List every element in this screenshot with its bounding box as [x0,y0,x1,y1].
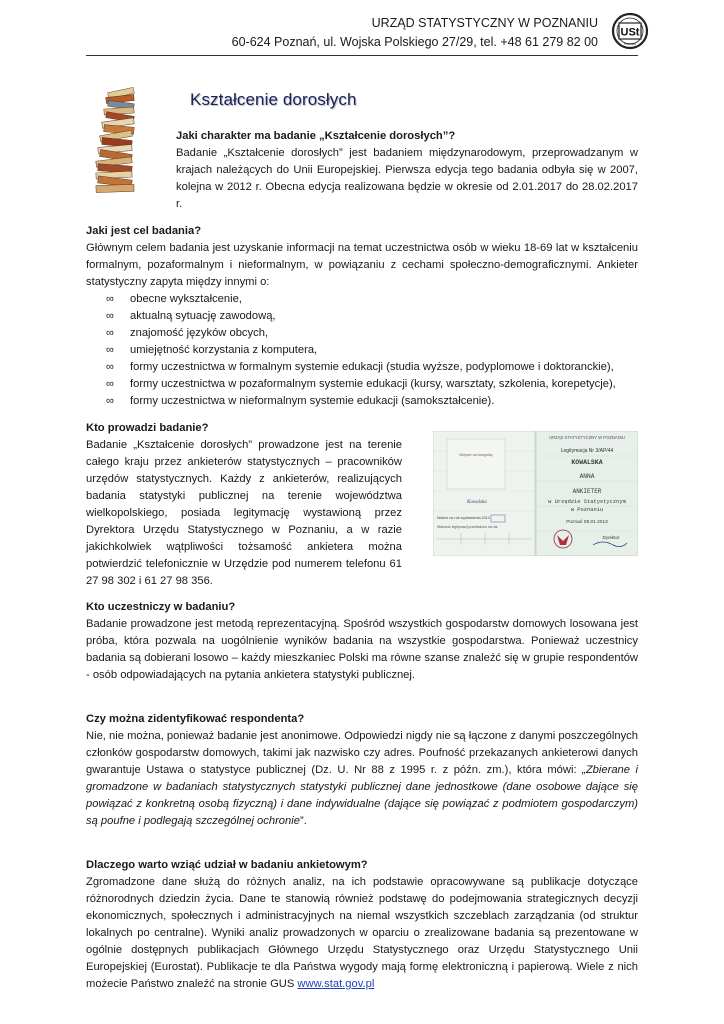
section-body: Badanie prowadzone jest metodą reprezentacyjną. Spośród wszystkich gospodarstw domowych losowana jest próba, która pozwala na uogólnienie wyników badania na wszystkie gospodarstwa. Ponieważ uczestnicy badania są dobierani losowo – każdy mieszkaniec Polski ma równe szanse znaleźć się w grupie respondentów - osób odpowiadających na pytania ankietera statystyki publicznej. [86,618,638,681]
bullet-icon: ∞ [106,344,114,356]
card-header-line: URZĄD STATYSTYCZNY W POZNANIU [549,435,625,440]
bullet-icon: ∞ [106,293,114,305]
bullet-icon: ∞ [106,395,114,407]
list-item-text: umiejętność korzystania z komputera, [130,344,318,356]
list-item-text: formy uczestnictwa w nieformalnym systemie edukacji (samokształcenie). [130,395,495,407]
list-item-text: znajomość języków obcych, [130,327,269,339]
list-item-text: obecne wykształcenie, [130,293,242,305]
card-director: Dyrektor [602,535,620,540]
page-title: Kształcenie dorosłych [190,90,357,109]
urzad-statystyczny-logo-icon [611,12,649,50]
header-institution: URZĄD STATYSTYCZNY W POZNANIU [371,16,598,30]
law-quote-tail: ”. [299,815,307,827]
section-body: Badanie „Kształcenie dorosłych” prowadzone jest na terenie całego kraju przez ankieterów statystycznych – pracowników urzędów statystycznych. Każdy z ankieterów, realizujących badania statystyki publicznej na terenie województwa wielkopolskiego, posiada legitymację wystawioną przez Dyrektora Urzędu Statystycznego w Poznaniu, a w razie jakichkolwiek wątpliwości tożsamość ankietera można potwierdzić telefonicznie w Urzędzie pod numerem telefonu 61 27 98 302 i 61 27 98 356. [86,439,402,587]
list-item-text: formy uczestnictwa w pozaformalnym systemie edukacji (kursy, warsztaty, szkolenia, korepetycje), [130,378,616,390]
header-divider [86,55,638,56]
book-stack-icon [94,86,158,198]
section-body [86,874,638,993]
header-address: 60-624 Poznań, ul. Wojska Polskiego 27/29, tel. +48 61 279 82 00 [231,35,598,49]
list-item [86,359,638,376]
law-quote: „Zbierane i gromadzone w badaniach statystycznych statystyki publicznej dane jednostkowe (dane osobowe dające się powiązać z konkretną osobą fizyczną) i dane indywidualne (dające się powiązać z podmiotem gospodarczym) są poufne i podlegają szczególnej ochronie [86,764,638,827]
list-item [86,393,638,410]
logo-small-text: Poznań [624,42,636,46]
card-office1: w Urzędzie Statystycznym [548,499,626,505]
section-heading: Jaki jest cel badania? [86,225,202,237]
list-item [86,325,638,342]
card-left-valid: Ważne na rok wystawienia 2013 [437,516,490,520]
card-firstname: ANNA [579,473,595,480]
section-body [86,728,638,830]
section-body: Głównym celem badania jest uzyskanie informacji na temat uczestnictwa osób w wieku 18-69 lat w kształceniu formalnym, pozaformalnym i nieformalnym, w powiązaniu z cechami społeczno-demograficznymi. Ankieter statystyczny zapyta między innymi o: [86,242,638,288]
card-photo-label: Miejsce na fotografię [459,453,493,457]
section-kto-prowadzi [86,420,402,590]
section-heading: Kto prowadzi badanie? [86,422,209,434]
card-surname: KOWALSKA [571,459,603,466]
card-number: Legitymacja Nr 3/AP/44 [560,448,614,454]
section-body-text: Zgromadzone dane służą do różnych analiz, na ich podstawie opracowywane są publikacje dotyczące różnorodnych dziedzin życia. Dane te stanowią również podstawę do podejmowania strategicznych decyzji ekonomicznych, społecznych i administracyjnych na niemal wszystkich szczeblach zarządzania (od struktur lokalnych po centralne). Wyniki analiz prowadzonych w oparciu o zrealizowane badania są prezentowane w ogólnie dostępnych publikacjach Głównego Urzędu Statystycznego oraz Urzędu Statystycznego Unii Europejskiej (Eurostat). Publikacje te dla Państwa wygody mają formę elektroniczną i papierową. Wiele z nich możecie Państwo znaleźć na stronie GUS [86,876,638,990]
list-item [86,342,638,359]
survey-topics-list [86,291,638,410]
section-body-text: Nie, nie można, ponieważ badanie jest anonimowe. Odpowiedzi nigdy nie są łączone z danymi poszczególnych członków gospodarstw domowych, takimi jak nazwisko czy adres. Poufność przekazanych ankieterowi danych gwarantuje Ustawa o statystyce publicznej (Dz. U. Nr 88 z 1995 r. z późn. zm.), która mówi: [86,730,638,776]
list-item [86,308,638,325]
section-identyfikacja [86,711,638,830]
logo-text: USt [620,26,640,39]
section-body: Badanie „Kształcenie dorosłych” jest badaniem międzynarodowym, przeprowadzanym w krajach należących do Unii Europejskiej. Pierwsza edycja tego badania odbyła się w 2007, kolejna w 2012 r. Obecna edycja realizowana będzie w okresie od 2.01.2017 do 28.02.2017 r. [176,147,638,210]
card-role: ANKIETER [572,488,602,495]
bullet-icon: ∞ [106,361,114,373]
section-heading: Kto uczestniczy w badaniu? [86,601,236,613]
card-left-prolong: Ważność legitymacji przedłużono na rok: [437,525,499,529]
section-kto-uczestniczy [86,599,638,684]
section-heading: Czy można zidentyfikować respondenta? [86,713,305,725]
bullet-icon: ∞ [106,378,114,390]
bullet-icon: ∞ [106,327,114,339]
card-place-date: Poznań 08.01.2013 [566,520,608,525]
list-item [86,291,638,308]
list-item-text: formy uczestnictwa w formalnym systemie edukacji (studia wyższe, podyplomowe i doktoranckie), [130,361,614,373]
list-item [86,376,638,393]
section-dlaczego-warto [86,857,638,993]
card-office2: w Poznaniu [570,507,604,513]
list-item-text: aktualną sytuację zawodową, [130,310,276,322]
section-heading: Dlaczego warto wziąć udział w badaniu ankietowym? [86,859,368,871]
card-left-signature: Kowalska [467,500,487,505]
section-charakter [176,128,638,213]
interviewer-id-card-image [433,431,638,556]
bullet-icon: ∞ [106,310,114,322]
gus-website-link[interactable]: www.stat.gov.pl [297,978,375,990]
section-cel [86,223,638,410]
section-heading: Jaki charakter ma badanie „Kształcenie dorosłych”? [176,130,456,142]
